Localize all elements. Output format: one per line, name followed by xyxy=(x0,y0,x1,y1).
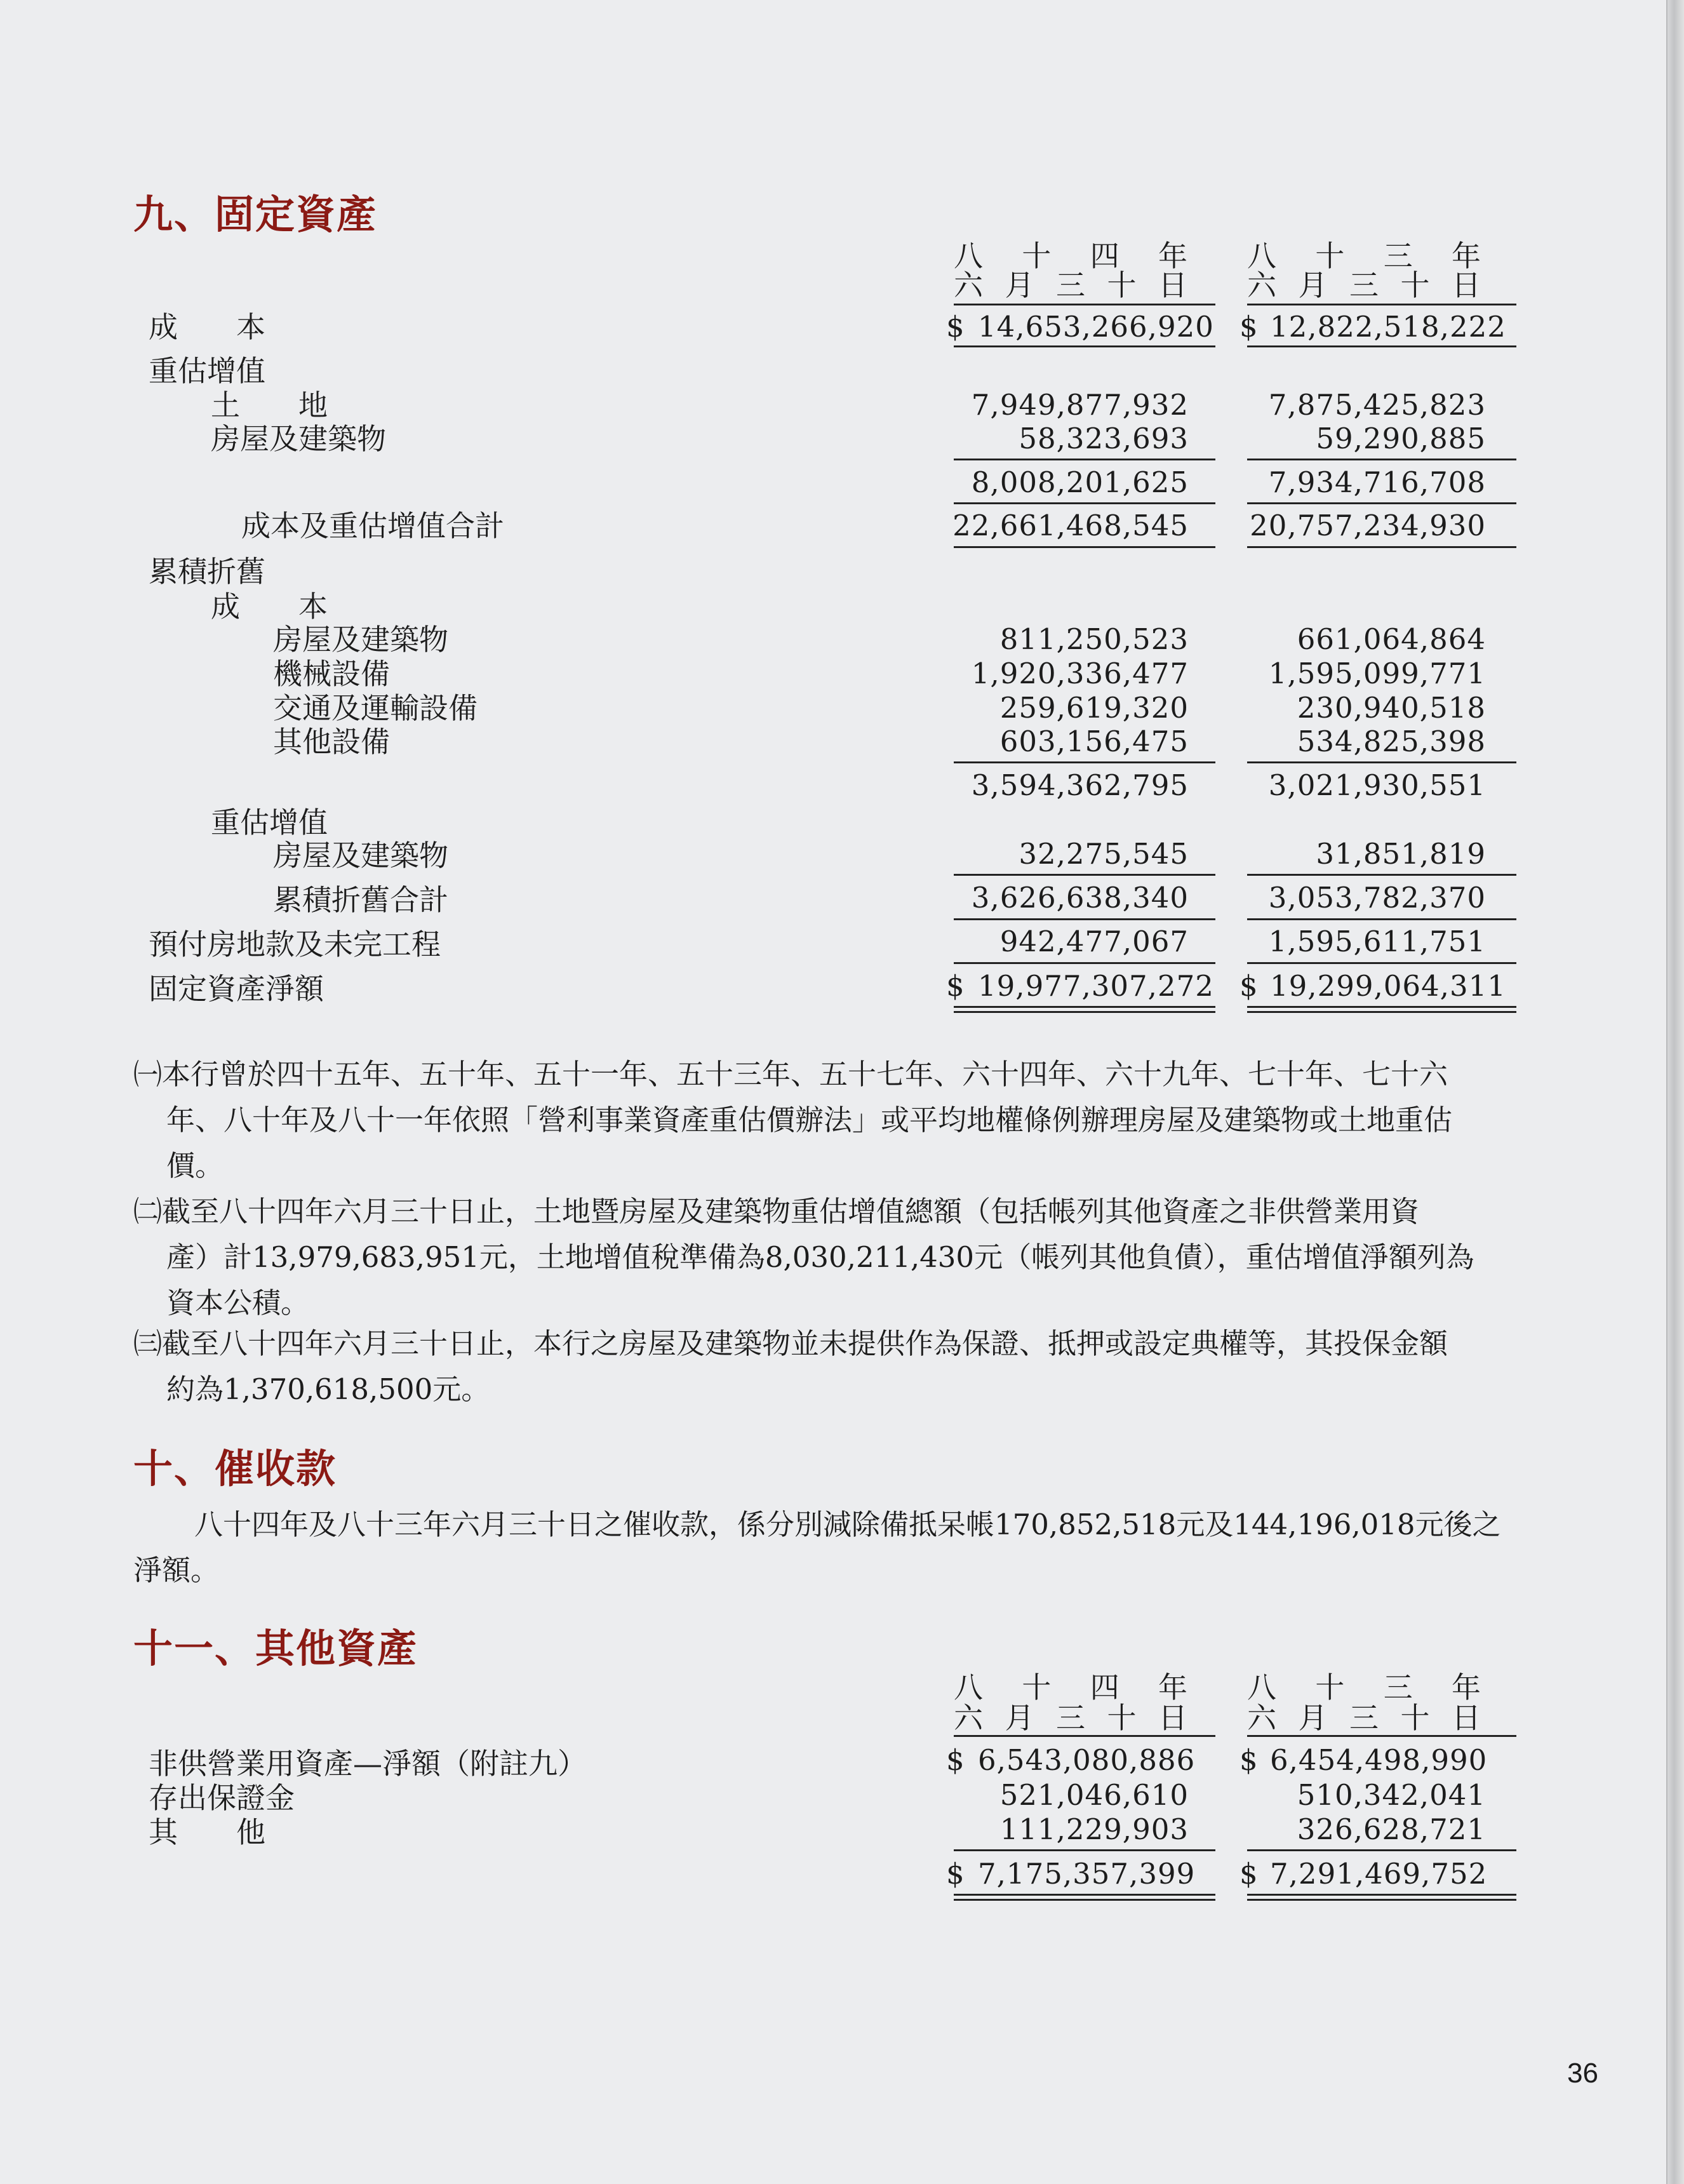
row-label-cost-reval-total: 成本及重估增值合計 xyxy=(241,509,504,543)
dollar-sign: $ xyxy=(1240,1857,1258,1891)
total-1994: 7,291,469,752 xyxy=(1270,1857,1488,1891)
value-1995: 32,275,545 xyxy=(1019,837,1189,871)
row-label-others: 其 他 xyxy=(149,1815,265,1849)
row-label-dep-other: 其他設備 xyxy=(273,725,390,759)
header-underline xyxy=(1247,304,1516,305)
double-rule xyxy=(954,1011,1215,1013)
value-1995: 14,653,266,920 xyxy=(978,310,1214,344)
row-label-dep-reval-buildings: 房屋及建築物 xyxy=(273,838,448,873)
value-1994: 3,053,782,370 xyxy=(1268,881,1486,914)
row-label-dep-transport: 交通及運輸設備 xyxy=(273,691,478,725)
row-label-deposits: 存出保證金 xyxy=(149,1781,295,1815)
row-label-net: 固定資產淨額 xyxy=(149,972,324,1006)
value-1994: 661,064,864 xyxy=(1297,622,1486,656)
value-1994: 534,825,398 xyxy=(1297,725,1486,758)
value-1995: 3,626,638,340 xyxy=(971,881,1189,914)
value-1995: 22,661,468,545 xyxy=(952,509,1189,542)
rule xyxy=(1247,761,1516,763)
note-1: ㈠本行曾於四十五年、五十年、五十一年、五十三年、五十七年、六十四年、六十九年、七十年、七十六 年、八十年及八十一年依照「營利事業資產重估價辦法」或平均地權條例辦理房屋及建築物或土地重估 價。 xyxy=(133,1057,1453,1182)
value-1994: 6,454,498,990 xyxy=(1270,1743,1488,1777)
rule xyxy=(954,546,1215,548)
value-1995: 603,156,475 xyxy=(999,725,1189,758)
double-rule xyxy=(954,1006,1215,1008)
dollar-sign: $ xyxy=(946,310,965,344)
value-1995: 521,046,610 xyxy=(999,1778,1189,1812)
row-label-nonoperating: 非供營業用資產—淨額（附註九） xyxy=(149,1746,587,1781)
value-1994: 1,595,611,751 xyxy=(1268,925,1486,958)
dollar-sign: $ xyxy=(946,969,965,1003)
value-1995: 111,229,903 xyxy=(999,1812,1189,1846)
value-1995: 1,920,336,477 xyxy=(971,657,1189,690)
value-1995: 942,477,067 xyxy=(999,925,1189,958)
row-label-dep-cost: 成 本 xyxy=(211,589,328,624)
rule xyxy=(1247,874,1516,876)
rule xyxy=(954,874,1215,876)
value-1995: 259,619,320 xyxy=(999,691,1189,725)
note-3: ㈢截至八十四年六月三十日止，本行之房屋及建築物並未提供作為保證、抵押或設定典權等，其投保金額 約為1,370,618,500元。 xyxy=(133,1327,1448,1406)
double-rule xyxy=(1247,1011,1516,1013)
row-label-land: 土 地 xyxy=(211,388,328,422)
rule xyxy=(1247,502,1516,504)
subtotal-1995: 8,008,201,625 xyxy=(971,466,1189,499)
row-label-prepaid: 預付房地款及未完工程 xyxy=(149,927,441,961)
note-2: ㈡截至八十四年六月三十日止，土地暨房屋及建築物重估增值總額（包括帳列其他資產之非供營業用資 產）計13,979,683,951元，土地增值稅準備為8,030,211,430元（帳列其他負債），重估增值淨額列為 資本公積。 xyxy=(133,1195,1474,1320)
row-label-dep-machinery: 機械設備 xyxy=(273,657,390,691)
rule xyxy=(1247,918,1516,920)
rule xyxy=(1247,345,1516,347)
rule xyxy=(954,502,1215,504)
double-rule xyxy=(954,1894,1215,1896)
section-title-other-assets: 十一、其他資產 xyxy=(133,1625,418,1671)
subtotal-1994: 3,021,930,551 xyxy=(1268,768,1486,802)
double-rule xyxy=(954,1899,1215,1901)
value-1994: 31,851,819 xyxy=(1316,837,1486,871)
row-label-revaluation: 重估增值 xyxy=(149,354,265,388)
dollar-sign: $ xyxy=(946,1857,965,1891)
rule xyxy=(954,345,1215,347)
value-1994: 1,595,099,771 xyxy=(1268,657,1486,690)
header-underline xyxy=(954,1735,1215,1737)
rule xyxy=(954,459,1215,460)
row-label-accumulated-depreciation: 累積折舊 xyxy=(149,554,265,589)
row-label-dep-total: 累積折舊合計 xyxy=(273,883,448,917)
rule xyxy=(954,918,1215,920)
rule xyxy=(954,962,1215,964)
value-1994: 510,342,041 xyxy=(1297,1778,1486,1812)
value-1994: 12,822,518,222 xyxy=(1270,310,1506,344)
value-1995: 6,543,080,886 xyxy=(978,1743,1196,1777)
row-label-cost: 成 本 xyxy=(149,310,265,344)
section-title-collections: 十、催收款 xyxy=(133,1445,337,1492)
collections-paragraph: 八十四年及八十三年六月三十日之催收款，係分別減除備抵呆帳170,852,518元及144,196,018元後之 淨額。 xyxy=(133,1508,1501,1587)
rule xyxy=(954,1849,1215,1851)
header-underline xyxy=(1247,1735,1516,1737)
rule xyxy=(1247,1849,1516,1851)
subtotal-1994: 7,934,716,708 xyxy=(1268,466,1486,499)
dollar-sign: $ xyxy=(1240,969,1258,1003)
double-rule xyxy=(1247,1899,1516,1901)
double-rule xyxy=(1247,1006,1516,1008)
rule xyxy=(1247,962,1516,964)
rule xyxy=(1247,546,1516,548)
value-1994: 20,757,234,930 xyxy=(1250,509,1486,542)
subtotal-1995: 3,594,362,795 xyxy=(971,768,1189,802)
value-1995: 7,949,877,932 xyxy=(971,388,1189,422)
rule xyxy=(954,761,1215,763)
row-label-dep-buildings: 房屋及建築物 xyxy=(273,622,448,657)
dollar-sign: $ xyxy=(1240,1743,1258,1777)
value-1995: 58,323,693 xyxy=(1019,422,1189,455)
rule xyxy=(1247,459,1516,460)
total-1995: 7,175,357,399 xyxy=(978,1857,1196,1891)
page-edge xyxy=(1666,0,1684,2184)
value-1994: 7,875,425,823 xyxy=(1268,388,1486,422)
value-1995: 19,977,307,272 xyxy=(978,969,1214,1003)
value-1994: 19,299,064,311 xyxy=(1270,969,1506,1003)
row-label-buildings: 房屋及建築物 xyxy=(211,422,386,456)
value-1994: 230,940,518 xyxy=(1297,691,1486,725)
value-1994: 326,628,721 xyxy=(1297,1812,1486,1846)
page-number: 36 xyxy=(1567,2058,1598,2089)
value-1995: 811,250,523 xyxy=(999,622,1189,656)
dollar-sign: $ xyxy=(946,1743,965,1777)
row-label-dep-revaluation: 重估增值 xyxy=(211,805,328,840)
dollar-sign: $ xyxy=(1240,310,1258,344)
section-title-fixed-assets: 九、固定資產 xyxy=(133,191,378,238)
value-1994: 59,290,885 xyxy=(1316,422,1486,455)
double-rule xyxy=(1247,1894,1516,1896)
header-underline xyxy=(954,304,1215,305)
